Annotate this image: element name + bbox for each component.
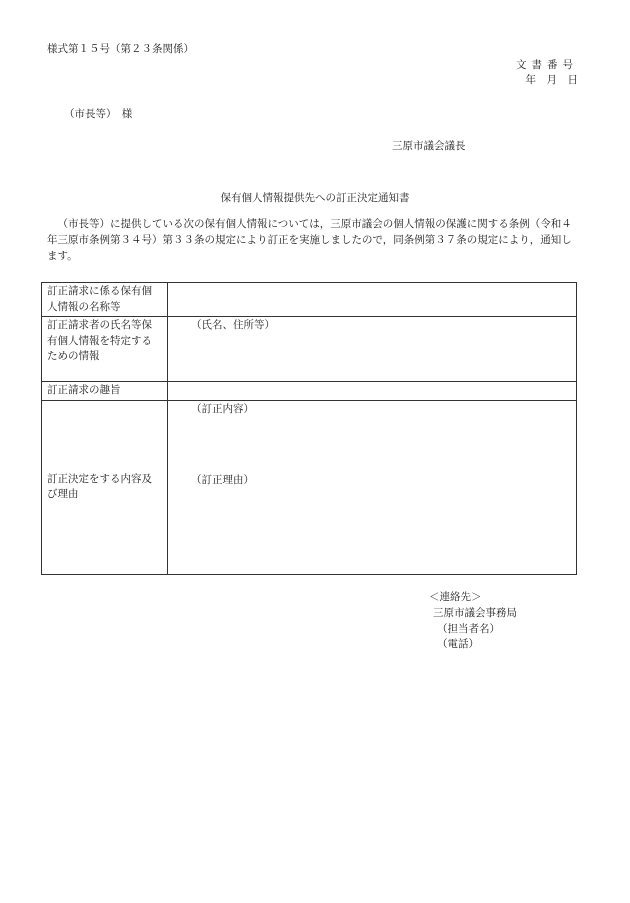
row-label-info-name: 訂正請求に係る保有個人情報の名称等 [42, 283, 168, 317]
row-label-request-purpose: 訂正請求の趣旨 [42, 382, 168, 401]
contact-block [429, 590, 517, 653]
document-number-label: 文書番号 [516, 59, 578, 71]
contact-phone: （電話） [437, 638, 479, 651]
row-value-decision[interactable] [168, 400, 577, 574]
row-label-requester: 訂正請求者の氏名等保有個人情報を特定するための情報 [42, 317, 168, 382]
document-title: 保有個人情報提供先への訂正決定通知書 [220, 192, 410, 204]
body-text: （市長等）に提供している次の保有個人情報については，三原市議会の個人情報の保護に関する条例（令和４年三原市条例第３４号）第３３条の規定により訂正を実施しましたので，同条例第３７条の規定により，通知します。 [47, 218, 572, 262]
table-row [42, 400, 577, 574]
form-number: 様式第１５号（第２３条関係） [47, 43, 194, 55]
row-value-request-purpose[interactable] [168, 382, 577, 401]
contact-office: 三原市議会事務局 [433, 606, 517, 619]
row-value-info-name[interactable] [168, 283, 577, 317]
row-value-requester[interactable] [168, 317, 577, 382]
table-row [42, 382, 577, 401]
sender-name: 三原市議会議長 [392, 140, 466, 152]
contact-heading: ＜連絡先＞ [429, 591, 482, 603]
contact-person: （担当者名） [437, 622, 500, 635]
date-label: 年 月 日 [525, 74, 578, 86]
info-table [41, 282, 577, 575]
row-label-decision: 訂正決定をする内容及び理由 [42, 400, 168, 574]
correction-content-note: （訂正内容） [191, 402, 254, 415]
table-row [42, 283, 577, 317]
table-row [42, 317, 577, 382]
requester-note: （氏名、住所等） [191, 319, 275, 332]
correction-reason-note: （訂正理由） [191, 474, 254, 487]
addressee: （市長等） 様 [64, 108, 133, 120]
